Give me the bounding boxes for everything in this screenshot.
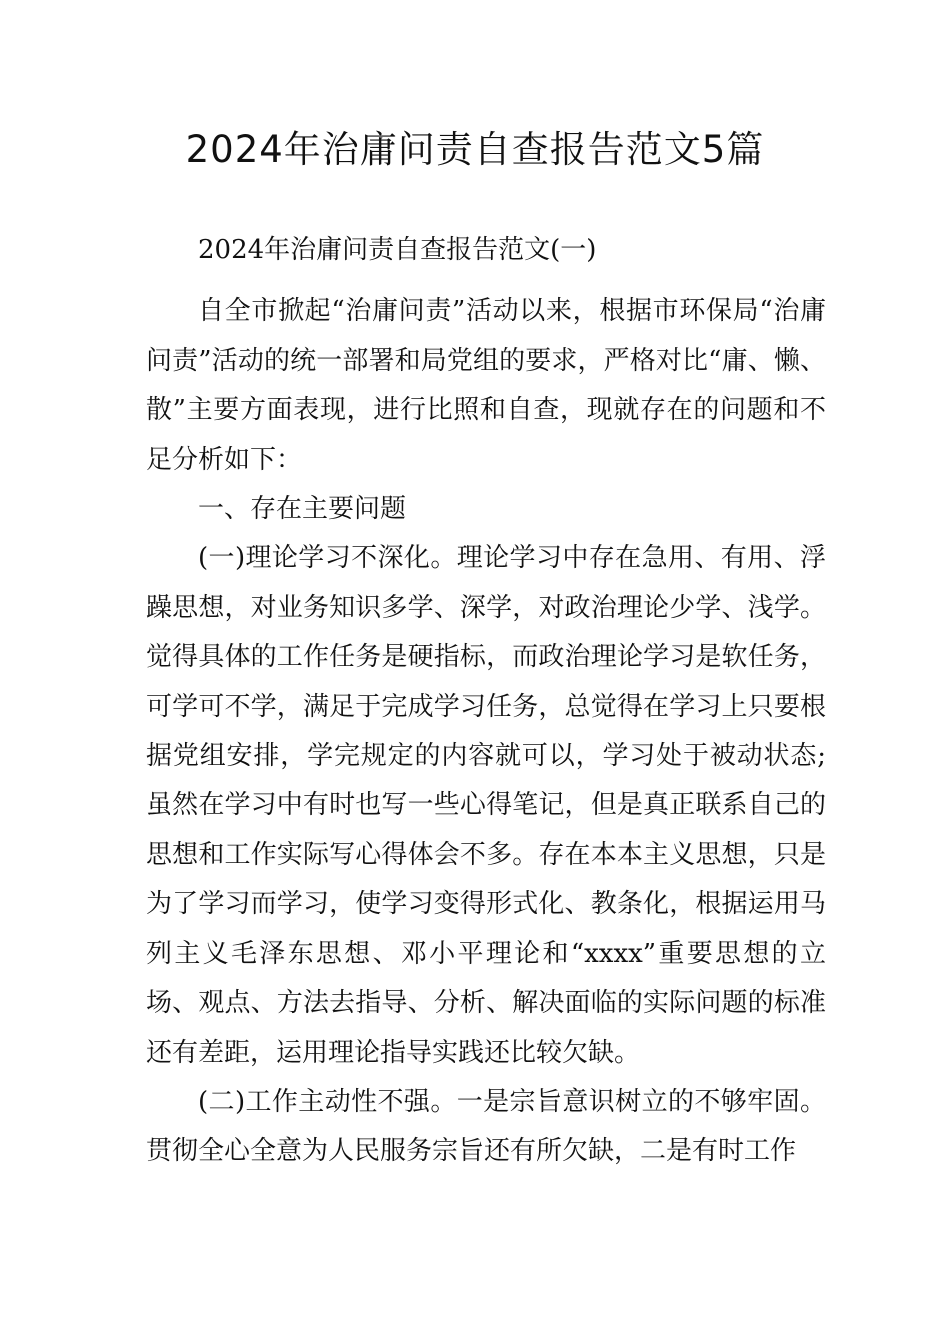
document-title: 2024年治庸问责自查报告范文5篇 xyxy=(185,128,765,171)
paragraph-work-initiative: (二)工作主动性不强。一是宗旨意识树立的不够牢固。贯彻全心全意为人民服务宗旨还有所欠缺，二是有时工作 xyxy=(146,1086,826,1167)
paragraph-theory-study: (一)理论学习不深化。理论学习中存在急用、有用、浮躁思想，对业务知识多学、深学，对政治理论少学、浅学。觉得具体的工作任务是硬指标，而政治理论学习是软任务，可学可不学，满足于完成学习任务，总觉得在学习上只要根据党组安排，学完规定的内容就可以，学习处于被动状态;虽然在学习中有时也写一些心得笔记，但是真正联系自己的思想和工作实际写心得体会不多。存在本本主义思想，只是为了学习而学习，使学习变得形式化、教条化，根据运用马列主义毛泽东思想、邓小平理论和“xxxx”重要思想的立场、观点、方法去指导、分析、解决面临的实际问题的标准还有差距，运用理论指导实践还比较欠缺。 xyxy=(146,543,826,1068)
section-subtitle: 2024年治庸问责自查报告范文(一) xyxy=(198,235,597,265)
document-body xyxy=(146,226,826,1177)
paragraph-intro: 自全市掀起“治庸问责”活动以来，根据市环保局“治庸问责”活动的统一部署和局党组的要求，严格对比“庸、懒、散”主要方面表现，进行比照和自查，现就存在的问题和不足分析如下： xyxy=(146,296,826,475)
section-heading-main-problems: 一、存在主要问题 xyxy=(198,494,407,525)
